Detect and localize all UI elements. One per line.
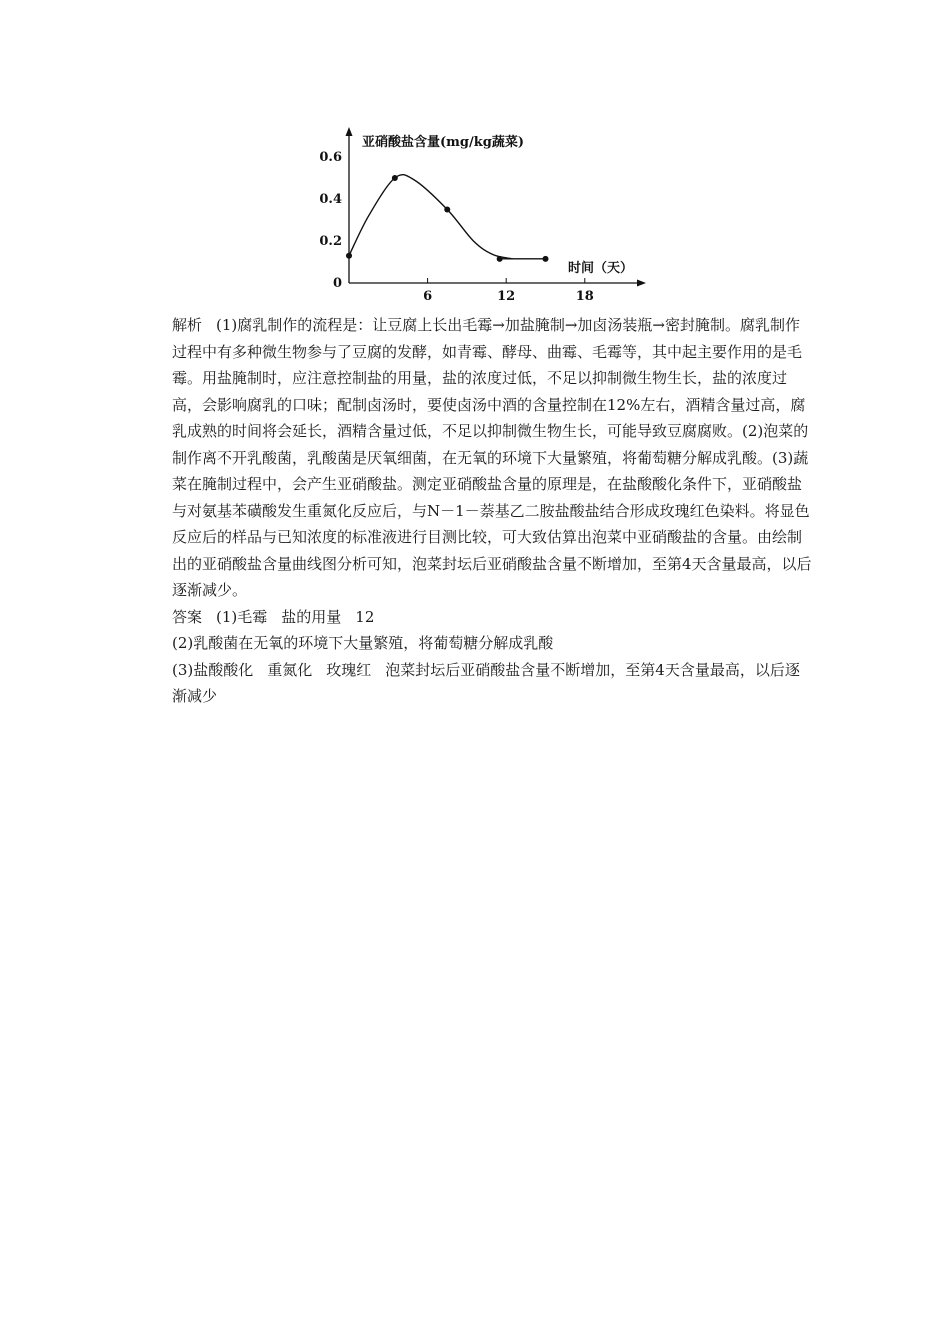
data-point-4 bbox=[543, 256, 549, 262]
x-axis-arrow bbox=[637, 280, 646, 287]
y-axis-arrow bbox=[346, 127, 353, 136]
y-tick-0.2: 0.2 bbox=[319, 234, 342, 249]
y-tick-0.6: 0.6 bbox=[319, 150, 342, 165]
answer-3-tail: 泡菜封坛后亚硝酸盐含量不断增加，至第4天含量最高，以后逐渐减少 bbox=[172, 660, 800, 705]
answer-1-c: 12 bbox=[355, 607, 375, 626]
data-point-3 bbox=[497, 256, 503, 262]
data-markers bbox=[346, 175, 549, 262]
analysis-paragraph bbox=[172, 312, 812, 604]
answer-1-a: (1)毛霉 bbox=[216, 607, 268, 626]
x-tick-18: 18 bbox=[575, 289, 594, 304]
answer-line-1 bbox=[172, 604, 812, 631]
answer-3-c: 玫瑰红 bbox=[326, 660, 372, 679]
data-point-0 bbox=[346, 253, 352, 259]
answer-2: (2)乳酸菌在无氧的环境下大量繁殖，将葡萄糖分解成乳酸 bbox=[172, 634, 554, 652]
answer-3-b: 重氮化 bbox=[267, 660, 313, 679]
x-tick-6: 6 bbox=[423, 289, 433, 304]
y-tick-0: 0 bbox=[332, 276, 342, 291]
answer-1-b: 盐的用量 bbox=[281, 607, 342, 626]
y-tick-0.4: 0.4 bbox=[319, 192, 342, 207]
analysis-text: (1)腐乳制作的流程是：让豆腐上长出毛霉→加盐腌制→加卤汤装瓶→密封腌制。腐乳制作过程中有多种微生物参与了豆腐的发酵，如青霉、酵母、曲霉、毛霉等，其中起主要作用的是毛霉。用盐腌制时，应注意控制盐的用量，盐的浓度过低，不足以抑制微生物生长，盐的浓度过高，会影响腐乳的口味；配制卤汤时，要使卤汤中酒的含量控制在12%左右，酒精含量过高，腐乳成熟的时间将会延长，酒精含量过低，不足以抑制微生物生长，可能导致豆腐腐败。(2)泡菜的制作离不开乳酸菌，乳酸菌是厌氧细菌，在无氧的环境下大量繁殖，将葡萄糖分解成乳酸。(3)蔬菜在腌制过程中，会产生亚硝酸盐。测定亚硝酸盐含量的原理是，在盐酸酸化条件下，亚硝酸盐与对氨基苯磺酸发生重氮化反应后，与N－1－萘基乙二胺盐酸盐结合形成玫瑰红色染料。将显色反应后的样品与已知浓度的标准液进行目测比较，可大致估算出泡菜中亚硝酸盐的含量。由绘制出的亚硝酸盐含量曲线图分析可知，泡菜封坛后亚硝酸盐含量不断增加，至第4天含量最高，以后逐渐减少。 bbox=[172, 316, 812, 599]
answer-content bbox=[172, 312, 812, 710]
data-point-2 bbox=[444, 207, 450, 213]
answer-line-3 bbox=[172, 657, 812, 710]
nitrite-chart bbox=[318, 118, 658, 308]
answer-line-2 bbox=[172, 630, 812, 657]
data-point-1 bbox=[392, 175, 398, 181]
y-axis-label: 亚硝酸盐含量(mg/kg蔬菜) bbox=[362, 135, 524, 150]
x-tick-12: 12 bbox=[497, 289, 516, 304]
answer-label: 答案 bbox=[172, 607, 203, 626]
x-axis-label: 时间（天） bbox=[568, 261, 634, 276]
nitrite-curve bbox=[349, 175, 513, 259]
answer-3-a: (3)盐酸酸化 bbox=[172, 660, 254, 679]
analysis-label: 解析 bbox=[172, 316, 203, 334]
